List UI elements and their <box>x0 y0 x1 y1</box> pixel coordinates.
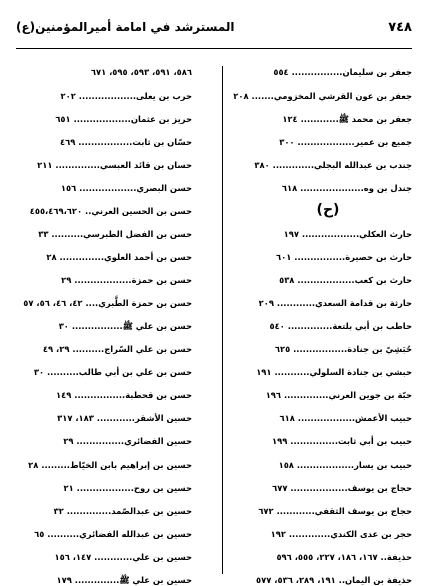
page-header <box>16 16 412 38</box>
index-entry: حسن بن علي السّراج.......... ٢٩، ٤٩ <box>42 344 192 354</box>
index-entry: حاطب بن أبي بلتعة.............. ٥٤٠ <box>269 321 412 331</box>
index-entry: حسين بن علي ﷺ.............. ١٧٩ <box>56 575 192 585</box>
column-divider <box>222 66 223 574</box>
index-entry: جندب بن عبدالله البجلي............. ٣٨٠ <box>254 160 412 170</box>
page-number: ٧٤٨ <box>388 19 412 35</box>
index-entry: حارث بن كعب.................. ٥٣٨ <box>279 275 412 285</box>
index-entry: حُبَشِيّ بن جنادة................. ٦٢٥ <box>274 344 412 354</box>
index-entry: جندل بن وه.................... ٦١٨ <box>281 183 412 193</box>
index-entry: حارث بن حصيرة................ ٦٠١ <box>276 252 412 262</box>
index-entry: حسن بن علي ﷺ................ ٣٠ <box>58 321 192 331</box>
index-entry: حجاج بن يوسف.................. ٦٧٧ <box>272 483 412 493</box>
index-entry: حسن بن حمزة الطَّبري.... ٤٢، ٤٦، ٥٦، ٥٧ <box>23 298 192 308</box>
index-entry: حسين بن روح.................. ٢١ <box>63 483 192 493</box>
index-entry: حرب بن يعلى.................. ٢٠٢ <box>60 91 192 101</box>
index-entry: حسن بن علي بن أبي طالب.......... ٣٠ <box>33 367 192 377</box>
index-entry: ٥٨٦، ٥٩١، ٥٩٣، ٥٩٥، ٦٧١ <box>90 67 192 77</box>
index-entry: حبشي بن جنادة السلولي........... ١٩١ <box>256 367 412 377</box>
index-entry: حسّان بن ثابت................. ٤٦٩ <box>59 137 192 147</box>
index-column-right <box>233 67 412 585</box>
index-entry: حبيب الأعمش.................. ٦١٨ <box>279 413 412 423</box>
index-entry: حسين الفضائري............... ٢٩ <box>63 436 192 446</box>
index-entry: حسين بن عبدالصّمد.............. ٣٢ <box>53 506 192 516</box>
index-entry: حبيب بن أبي ثابت............... ١٩٩ <box>272 436 412 446</box>
index-entry: حذيفة.. ١٦٧، ١٨٦، ٢٢٧، ٥٥٥، ٥٩٦ <box>276 552 412 562</box>
index-entry: جميع بن عمير.................. ٣٠٠ <box>279 137 412 147</box>
index-entry: حريز بن عثمان.................. ٦٥١ <box>55 114 192 124</box>
index-entry: حارثة بن قدامة السعدي............ ٢٠٩ <box>258 298 412 308</box>
index-entry: حجاج بن يوسف الثقفي............ ٦٧٢ <box>258 506 412 516</box>
index-entry: حسن بن حمزة.................. ٢٩ <box>61 275 192 285</box>
index-entry: حذيفة بن اليمان.. ١٩١، ٢٨٩، ٥٣٦، ٥٧٧ <box>256 575 412 585</box>
header-rule <box>16 48 412 49</box>
index-entry: حجر بن عدى الكندي............. ١٩٢ <box>270 529 412 539</box>
index-entry: حسن بن الحسين العرني.. ٤٥٥،٤٦٩،٦٢٠ <box>29 206 192 216</box>
index-column-left <box>10 67 192 585</box>
index-entry: جعفر بن عون القرشي المخزومي....... ٢٠٨ <box>233 91 412 101</box>
index-entry: حبّة بن جوين العرني.............. ١٩٦ <box>265 390 412 400</box>
index-entry: حسين بن علي............ ١٤٧، ١٥٦ <box>54 552 192 562</box>
index-entry: حسين بن عبدالله الفضائري.......... ٦٥ <box>34 529 192 539</box>
index-entry: جعفر بن محمد ﷺ............ ١٢٤ <box>282 114 412 124</box>
section-heading: (ح) <box>316 202 340 218</box>
index-entry: حسين الأشقر............ ١٨٣، ٣١٧ <box>57 413 192 423</box>
index-entry: حسين بن إبراهيم بابن الخيّاط......... ٢٨ <box>28 460 192 470</box>
running-title: المسترشد في امامة أميرالمؤمنين(ع) <box>16 20 235 34</box>
index-entry: حارث العكلي.................. ١٩٧ <box>283 229 412 239</box>
index-entry: حسن البصري.................. ١٥٦ <box>60 183 192 193</box>
index-entry: حسان بن قائد العبسي.............. ٢١١ <box>37 160 192 170</box>
index-entry: حسن بن قحطبة................ ١٤٩ <box>56 390 192 400</box>
index-entry: جعفر بن سليمان................ ٥٥٤ <box>273 67 412 77</box>
index-entry: حسن بن أحمد العلوي.............. ٢٨ <box>46 252 192 262</box>
index-entry: حسن بن الفضل الطبرسي.......... ٣٣ <box>38 229 192 239</box>
index-entry: حبيب بن يسار.................. ١٥٨ <box>278 460 412 470</box>
